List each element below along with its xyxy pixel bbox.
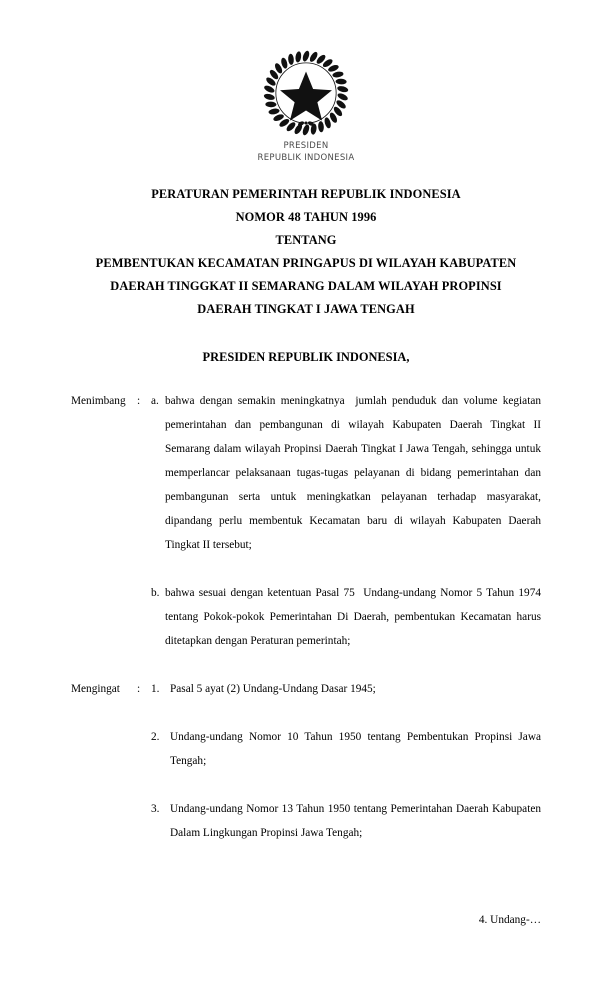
list-item bbox=[151, 677, 541, 701]
item-text: Undang-undang Nomor 10 Tahun 1950 tentang Pembentukan Propinsi Jawa Tengah; bbox=[170, 731, 544, 767]
title-line-3: TENTANG bbox=[275, 233, 337, 247]
clause-label: Mengingat bbox=[71, 683, 120, 695]
title-line-4: PEMBENTUKAN KECAMATAN PRINGAPUS DI WILAYAH KABUPATEN bbox=[95, 256, 517, 270]
list-item bbox=[151, 797, 544, 845]
item-marker: a. bbox=[151, 395, 159, 407]
item-marker: b. bbox=[151, 587, 160, 599]
clause-list bbox=[71, 389, 544, 845]
title-line-5: DAERAH TINGGKAT II SEMARANG DALAM WILAYAH PROPINSI bbox=[110, 279, 502, 293]
item-marker: 3. bbox=[151, 803, 160, 815]
item-marker: 1. bbox=[151, 683, 160, 695]
emblem-caption-line1: PRESIDEN bbox=[283, 141, 329, 151]
clause-spacer bbox=[71, 653, 541, 677]
document-title bbox=[56, 183, 556, 321]
list-item bbox=[151, 581, 544, 653]
title-line-2: NOMOR 48 TAHUN 1996 bbox=[235, 210, 377, 224]
page-catchword: 4. Undang-… bbox=[478, 914, 541, 926]
clause-items bbox=[151, 677, 544, 845]
emblem-block bbox=[0, 48, 612, 164]
item-spacer bbox=[151, 773, 541, 797]
garuda-star-wreath-emblem bbox=[261, 48, 351, 138]
item-text: bahwa sesuai dengan ketentuan Pasal 75 Undang-undang Nomor 5 Tahun 1974 tentang Pokok-pokok Pemerintahan Di Daerah, pembentukan Kecamatan harus ditetapkan dengan Peraturan pemerintah; bbox=[165, 587, 544, 647]
item-text: bahwa dengan semakin meningkatnya jumlah penduduk dan volume kegiatan pemerintahan dan pembangunan di wilayah Kabupaten Daerah Tingkat II Semarang dalam wilayah Propinsi Daerah Tingkat I Jawa Tengah, sehingga untuk memperlancar pelaksanaan tugas-tugas pelayanan di bidang pemerintahan dan pembangunan serta untuk meningkatkan pelayanan terhadap masyarakat, dipandang perlu membentuk Kecamatan baru di wilayah Kabupaten Daerah Tingkat II tersebut; bbox=[165, 395, 544, 551]
item-text: Undang-undang Nomor 13 Tahun 1950 tentang Pemerintahan Daerah Kabupaten Dalam Lingkungan Propinsi Jawa Tengah; bbox=[170, 803, 544, 839]
salutation-heading: PRESIDEN REPUBLIK INDONESIA, bbox=[202, 350, 410, 364]
clause-menimbang bbox=[71, 389, 544, 653]
emblem-caption-line2: REPUBLIK INDONESIA bbox=[257, 152, 355, 163]
clause-items bbox=[151, 389, 544, 653]
clause-label: Menimbang bbox=[71, 395, 126, 407]
item-spacer bbox=[151, 701, 541, 725]
list-item bbox=[151, 389, 544, 557]
list-item bbox=[151, 725, 544, 773]
item-spacer bbox=[151, 557, 541, 581]
emblem-caption bbox=[0, 141, 612, 164]
item-marker: 2. bbox=[151, 731, 160, 743]
clause-mengingat bbox=[71, 677, 544, 845]
item-text: Pasal 5 ayat (2) Undang-Undang Dasar 1945; bbox=[170, 683, 376, 695]
title-line-6: DAERAH TINGKAT I JAWA TENGAH bbox=[197, 302, 415, 316]
title-line-1: PERATURAN PEMERINTAH REPUBLIK INDONESIA bbox=[151, 187, 461, 201]
clause-colon: : bbox=[137, 683, 141, 695]
clause-colon: : bbox=[137, 395, 141, 407]
